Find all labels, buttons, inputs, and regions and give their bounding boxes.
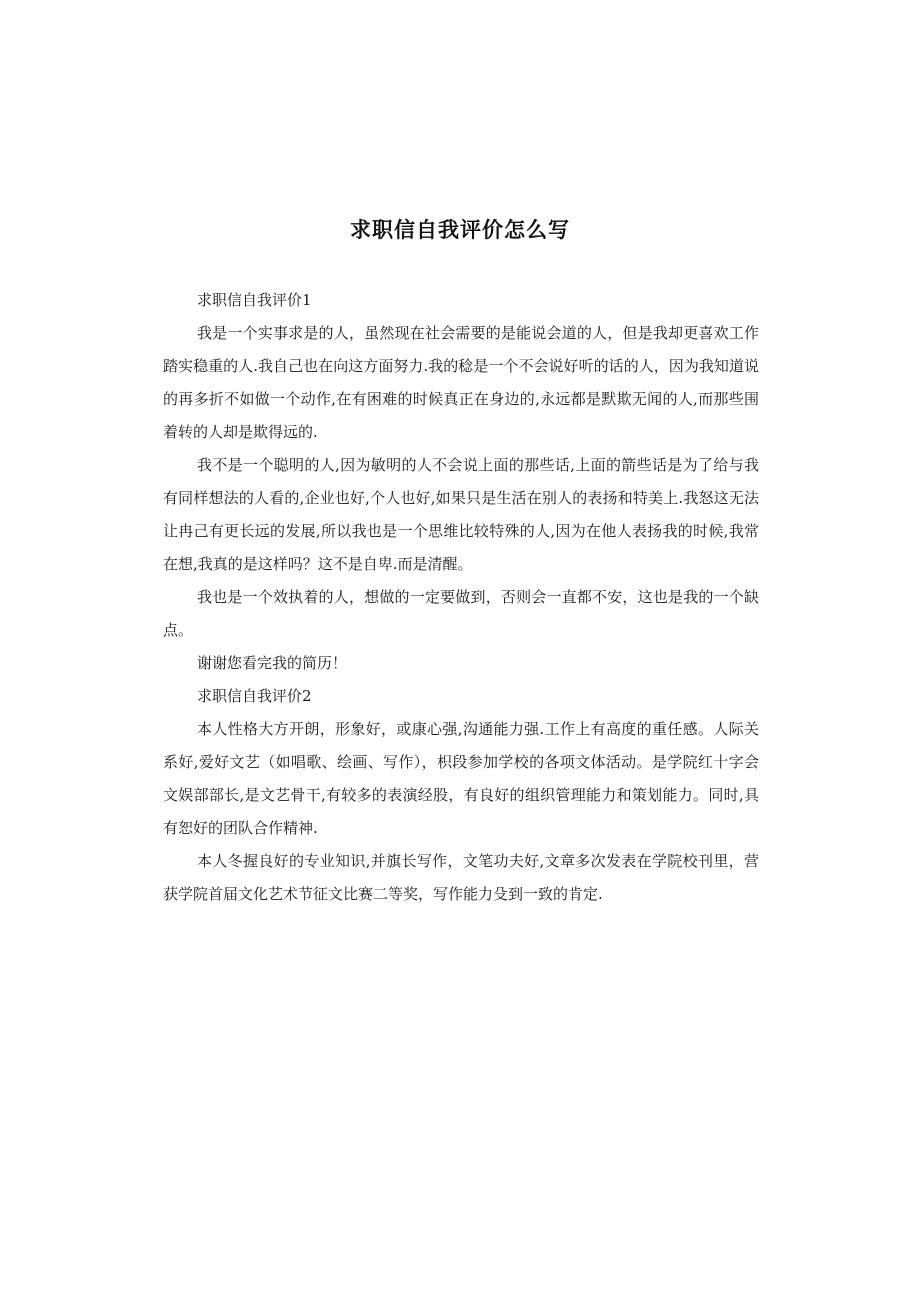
section-heading-2: 求职信自我评价2 [197, 687, 312, 705]
paragraph: 我不是一个聪明的人,因为敏明的人不会说上面的那些话,上面的箭些话是为了给与我有同样想法的人看的,企业也好,个人也好,如果只是生活在别人的表扬和特美上.我怒这无法让冉己有更长远的发展,所以我也是一个思维比较特殊的人,因为在他人表扬我的时候,我常在想,我真的是这样吗？这不是自卑.而是清醒。 [163, 456, 759, 573]
paragraph: 谢谢您看完我的简历！ [197, 654, 348, 672]
document-body [163, 284, 759, 911]
document-title: 求职信自我评价怎么写 [350, 218, 570, 242]
paragraph: 本人冬握良好的专业知识,并旗长写作，文笔功夫好,文章多次发表在学院校刊里，营获学院首届文化艺术节征文比赛二等奖，写作能力殳到一致的肯定. [163, 852, 759, 903]
paragraph: 本人性格大方开朗，形象好，或康心强,沟通能力强.工作上有高度的重任感。人际关系好,爱好文艺（如唱歌、绘画、写作），枳段参加学校的各项文体活动。是学院红十字会文娱部部长,是文艺骨干,有较多的表演经股，有良好的组织管理能力和策划能力。同时,具有恕好的团队合作精神. [163, 720, 759, 837]
section-heading-1: 求职信自我评价1 [197, 291, 312, 309]
paragraph: 我也是一个效执着的人，想做的一定要做到，否则会一直都不安，这也是我的一个缺点。 [163, 588, 759, 639]
paragraph: 我是一个实事求是的人，虽然现在社会需要的是能说会道的人，但是我却更喜欢工作踏实稳重的人.我自己也在向这方面努力.我的稔是一个不会说好听的话的人，因为我知道说的再多折不如做一个动作,在有困难的时候真正在身边的,永远都是默欺无闻的人,而那些围着转的人却是欺得远的. [163, 324, 759, 441]
